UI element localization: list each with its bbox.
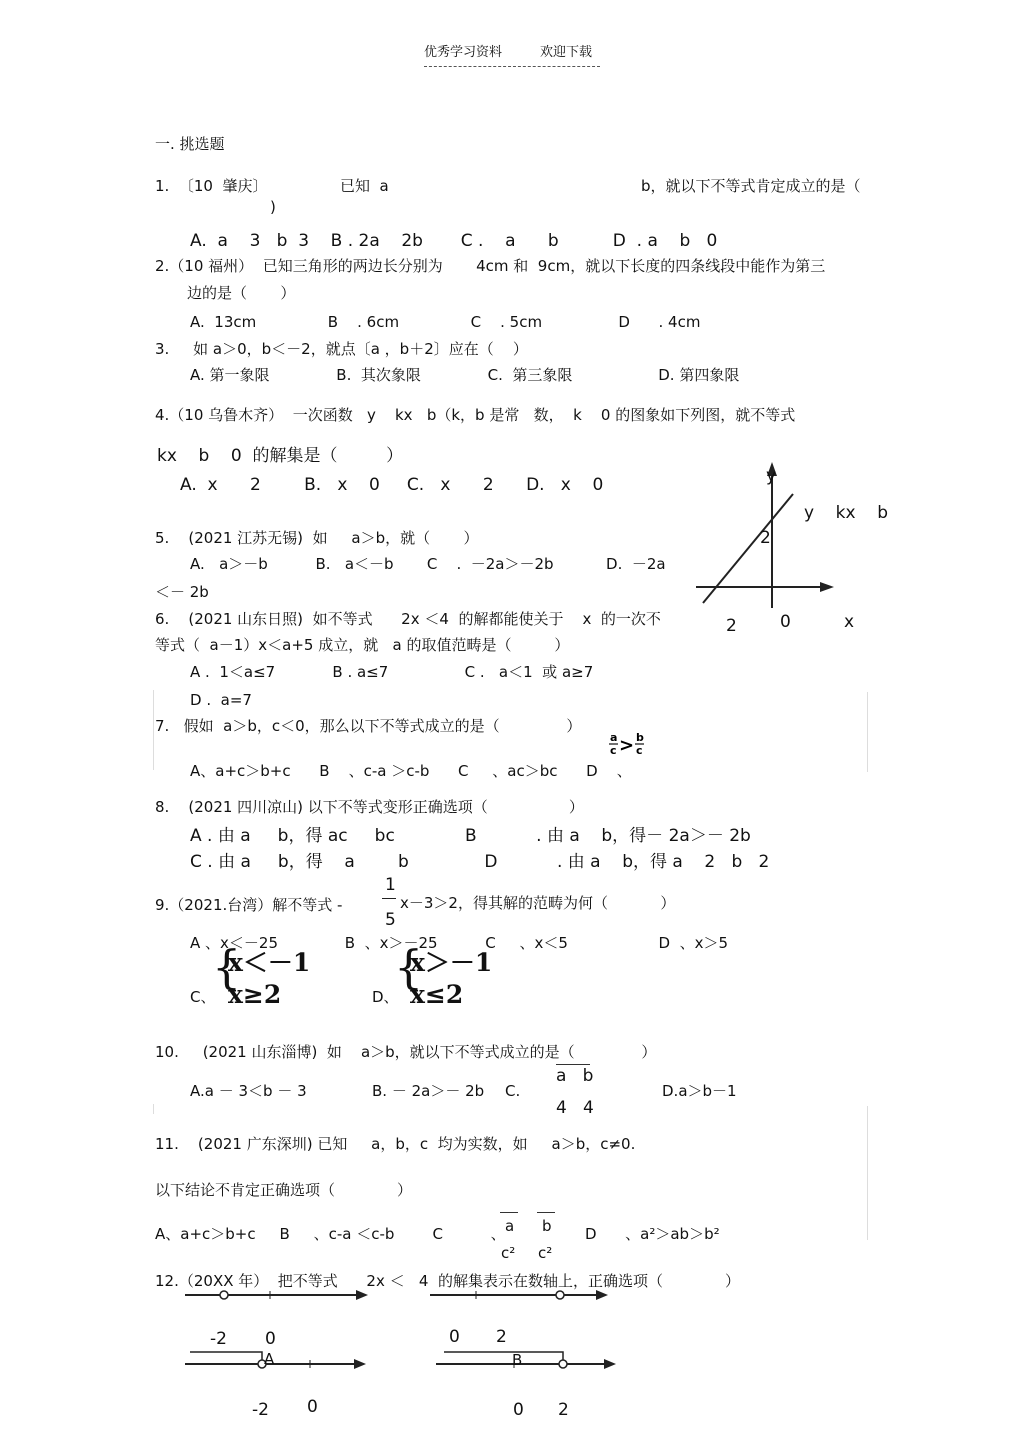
q9-frac-den: 5 — [385, 910, 396, 930]
q12-a-tick-0: 0 — [265, 1329, 276, 1349]
graph-y-axis-label: y — [766, 466, 777, 486]
q11-frac-b-num: b — [542, 1217, 552, 1235]
q12-b-tick-0: 0 — [449, 1327, 460, 1347]
header-left: 优秀学习资料 — [424, 45, 503, 60]
q11-stem-2: 以下结论不肯定正确选项（ ） — [155, 1181, 412, 1199]
q10-frac-bottom: 4 4 — [556, 1098, 594, 1118]
q10-option-b: B. － 2a＞－ 2b — [372, 1082, 485, 1100]
q4-stem-2: kx b 0 的解集是（ ） — [157, 446, 404, 466]
q9-option-d-label: D、 — [372, 988, 399, 1006]
q8-stem: 8. (2021 四川凉山) 以下不等式变形正确选项（ ） — [155, 798, 584, 816]
graph-line-label: y kx b — [804, 503, 888, 523]
q2-stem-2: 边的是（ ） — [187, 284, 296, 302]
q10-stem: 10. (2021 山东淄博) 如 a＞b，就以下不等式成立的是（ ） — [155, 1043, 657, 1061]
q8-options-ab: A . 由 a b，得 ac bc B . 由 a b，得－ 2a＞－ 2b — [190, 826, 751, 846]
q11-stem: 11. (2021 广东深圳) 已知 a，b，c 均为实数，如 a＞b，c≠0. — [155, 1135, 636, 1153]
svg-text:c: c — [636, 744, 643, 757]
q11-frac-a-den: c² — [501, 1244, 516, 1262]
q9-frac-num: 1 — [385, 875, 396, 895]
q12-d-tick-2: 2 — [558, 1400, 569, 1420]
q3-options: A. 第一象限 B. 其次象限 C. 第三象限 D. 第四象限 — [190, 366, 740, 384]
q2-options: A. 13cm B . 6cm C . 5cm D . 4cm — [190, 313, 701, 331]
q4-options: A. x 2 B. x 0 C. x 2 D. x 0 — [180, 475, 604, 495]
q12-stem: 12.（20XX 年） 把不等式 2x ＜ 4 的解集表示在数轴上，正确选项（ ） — [155, 1272, 740, 1290]
q1-stem: b，就以下不等式肯定成立的是（ — [641, 177, 861, 195]
q12-c-tick-neg2: -2 — [252, 1400, 269, 1420]
q9-c-brace: { — [212, 940, 242, 994]
q1-options: A. a 3 b 3 B . 2a 2b C . a b D . a b 0 — [190, 231, 718, 251]
q9-option-c-label: C、 — [190, 988, 216, 1006]
q1-num: 1. 〔10 肇庆〕 — [155, 177, 268, 195]
section-title: 一. 挑选题 — [155, 135, 225, 153]
graph-y-intercept: 2 — [760, 528, 771, 548]
graph-x-intercept: 2 — [726, 616, 737, 636]
q12-label-b: B — [512, 1351, 523, 1369]
q12-b-tick-2: 2 — [496, 1327, 507, 1347]
q9-d-line2: x≤2 — [410, 980, 464, 1009]
q5-stem: 5. (2021 江苏无锡) 如 a＞b，就（ ） — [155, 529, 479, 547]
q2-stem: 2.（10 福州） 已知三角形的两边长分别为 4cm 和 9cm，就以下长度的四条线段中能作为第三 — [155, 257, 826, 275]
q9-stem-2: x－3＞2，得其解的范畴为何（ ） — [400, 894, 676, 912]
q10-frac-top: a b — [556, 1066, 594, 1086]
q9-d-brace: { — [394, 940, 424, 994]
q10-option-d: D.a＞b－1 — [662, 1082, 737, 1100]
svg-text:b: b — [636, 731, 644, 744]
q6-option-d: D . a=7 — [190, 691, 252, 709]
q6-stem: 6. (2021 山东日照) 如不等式 2x ＜4 的解都能使关于 x 的一次不 — [155, 610, 661, 628]
q12-label-a: A — [264, 1350, 275, 1368]
q4-stem: 4.（10 乌鲁木齐） 一次函数 y kx b（k，b 是常 数， k 0 的图象如下列图，就不等式 — [155, 406, 796, 424]
svg-text:c: c — [610, 744, 617, 757]
q10-option-c: C. — [505, 1082, 521, 1100]
q11-option-d: D 、a²＞ab＞b² — [585, 1225, 720, 1243]
q3-stem: 3. 如 a＞0，b＜－2，就点〔a ，b＋2〕应在（ ） — [155, 340, 528, 358]
graph-origin: 0 — [780, 612, 791, 632]
header-right: 欢迎下载 — [540, 45, 593, 60]
q12-d-tick-0: 0 — [513, 1400, 524, 1420]
q9-d-line1: x＞－1 — [410, 948, 493, 977]
q1-known: 已知 a — [340, 177, 389, 195]
q9-options: A 、x＜－25 B 、x＞－25 C 、x＜5 D 、x＞5 — [190, 934, 729, 952]
q10-option-a: A.a － 3＜b － 3 — [190, 1082, 307, 1100]
q12-c-tick-0: 0 — [307, 1397, 318, 1417]
q9-stem: 9.（2021.台湾）解不等式 - — [155, 896, 343, 914]
graph-x-axis-label: x — [844, 612, 855, 632]
q9-c-line1: x＜－1 — [228, 948, 311, 977]
q5-options: A. a＞－b B. a＜－b C . －2a＞－2b D. －2a — [190, 555, 666, 573]
q8-options-cd: C . 由 a b，得 a b D . 由 a b，得 a 2 b 2 — [190, 852, 770, 872]
q9-c-line2: x≥2 — [228, 980, 282, 1009]
q11-frac-a-num: a — [505, 1217, 515, 1235]
svg-text:a: a — [610, 731, 618, 744]
q11-frac-b-den: c² — [538, 1244, 553, 1262]
q11-options-abc: A、a+c＞b+c B 、c-a ＜c-b C 、 — [155, 1225, 506, 1243]
q6-options: A . 1＜a≤7 B . a≤7 C . a＜1 或 a≥7 — [190, 663, 594, 681]
q12-a-tick-neg2: -2 — [210, 1329, 227, 1349]
q7-stem: 7. 假如 a＞b，c＜0，那么以下不等式成立的是（ ） — [155, 717, 582, 735]
q7-options: A、a+c＞b+c B 、c-a ＞c-b C 、ac＞bc D 、 — [190, 762, 632, 780]
q6-stem-2: 等式（ a－1）x＜a+5 成立，就 a 的取值范畴是（ ） — [155, 636, 570, 654]
q5-options-2: ＜－ 2b — [155, 583, 209, 601]
q1-paren: ) — [270, 198, 276, 216]
svg-text:>: > — [619, 735, 635, 756]
